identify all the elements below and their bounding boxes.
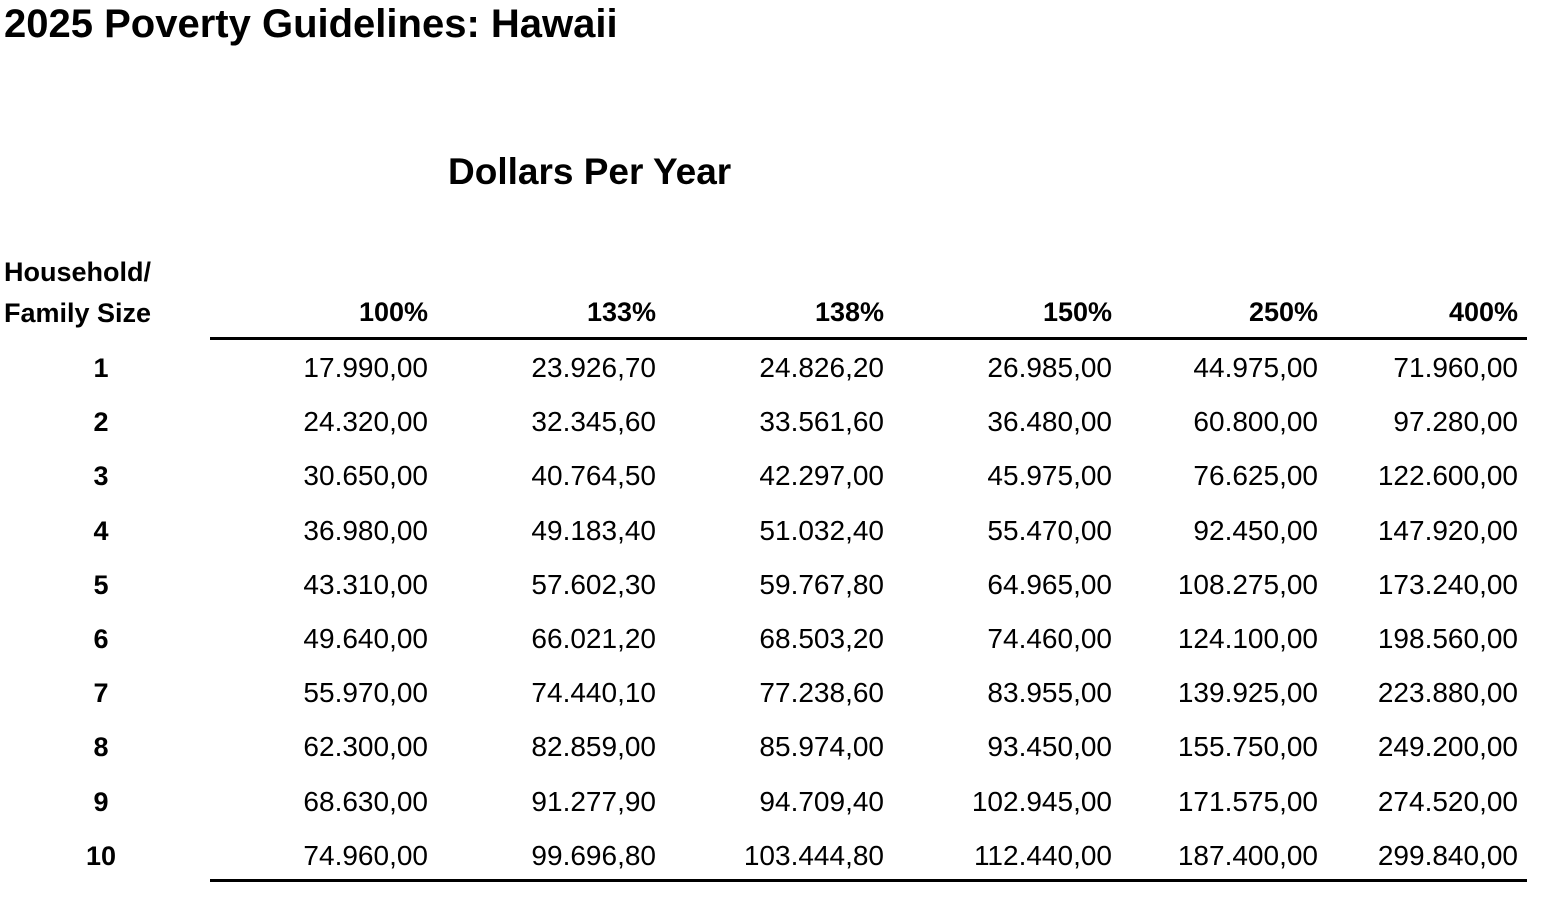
family-size-cell: 1 [93, 353, 109, 383]
column-header: 250% [1248, 297, 1318, 327]
value-cell: 55.470,00 [987, 514, 1112, 546]
value-cell: 23.926,70 [531, 352, 656, 383]
value-cell: 147.920,00 [1377, 514, 1518, 546]
value-cell: 103.444,80 [743, 839, 884, 871]
value-cell: 93.450,00 [987, 731, 1112, 763]
value-cell: 17.990,00 [303, 352, 428, 383]
value-cell: 36.980,00 [303, 514, 428, 546]
value-cell: 99.696,80 [531, 839, 656, 871]
value-cell: 139.925,00 [1177, 677, 1318, 709]
table-row [0, 612, 1566, 666]
table-row [0, 558, 1566, 612]
value-cell: 198.560,00 [1377, 623, 1518, 654]
value-cell: 43.310,00 [303, 568, 428, 600]
value-cell: 40.764,50 [531, 460, 656, 492]
value-cell: 49.183,40 [531, 514, 656, 546]
value-cell: 74.960,00 [303, 839, 428, 871]
family-size-cell: 4 [93, 515, 109, 546]
value-cell: 91.277,90 [531, 785, 656, 817]
value-cell: 249.200,00 [1377, 731, 1518, 763]
value-cell: 82.859,00 [531, 731, 656, 763]
value-cell: 83.955,00 [987, 677, 1112, 709]
value-cell: 62.300,00 [303, 731, 428, 763]
table-row [0, 341, 1566, 395]
row-header-label [4, 252, 204, 334]
family-size-cell: 2 [93, 407, 109, 438]
value-cell: 59.767,80 [759, 568, 884, 600]
value-cell: 24.320,00 [303, 406, 428, 438]
value-cell: 32.345,60 [531, 406, 656, 438]
column-header: 100% [358, 297, 428, 327]
header-rule [210, 337, 1527, 340]
value-cell: 30.650,00 [303, 460, 428, 492]
value-cell: 97.280,00 [1393, 406, 1518, 438]
column-header: 400% [1448, 297, 1518, 327]
value-cell: 173.240,00 [1377, 568, 1518, 600]
value-cell: 45.975,00 [987, 460, 1112, 492]
table-row [0, 449, 1566, 503]
value-cell: 68.503,20 [759, 623, 884, 654]
value-cell: 42.297,00 [759, 460, 884, 492]
value-cell: 36.480,00 [987, 406, 1112, 438]
value-cell: 223.880,00 [1377, 677, 1518, 709]
family-size-cell: 9 [93, 786, 109, 817]
column-header: 150% [1042, 297, 1112, 327]
family-size-cell: 8 [93, 732, 109, 763]
value-cell: 64.965,00 [987, 568, 1112, 600]
table-subtitle: Dollars Per Year [448, 151, 732, 192]
table-row [0, 395, 1566, 449]
column-header: 133% [586, 297, 656, 327]
value-cell: 102.945,00 [971, 785, 1112, 817]
value-cell: 112.440,00 [973, 839, 1112, 871]
value-cell: 24.826,20 [759, 352, 884, 383]
family-size-cell: 6 [93, 624, 109, 654]
page-title: 2025 Poverty Guidelines: Hawaii [4, 2, 618, 46]
value-cell: 51.032,40 [759, 514, 884, 546]
family-size-cell: 10 [85, 840, 117, 871]
family-size-cell: 5 [93, 569, 109, 600]
value-cell: 68.630,00 [303, 785, 428, 817]
value-cell: 49.640,00 [303, 623, 428, 654]
row-header-line-1: Household/ [4, 257, 151, 287]
table-row [0, 504, 1566, 558]
table-row [0, 720, 1566, 774]
value-cell: 274.520,00 [1377, 785, 1518, 817]
value-cell: 71.960,00 [1393, 352, 1518, 383]
value-cell: 155.750,00 [1177, 731, 1318, 763]
value-cell: 77.238,60 [759, 677, 884, 709]
value-cell: 122.600,00 [1377, 460, 1518, 492]
family-size-cell: 3 [93, 461, 109, 492]
value-cell: 92.450,00 [1193, 514, 1318, 546]
value-cell: 124.100,00 [1177, 623, 1318, 654]
value-cell: 299.840,00 [1377, 839, 1518, 871]
value-cell: 57.602,30 [531, 568, 656, 600]
value-cell: 187.400,00 [1177, 839, 1318, 871]
value-cell: 66.021,20 [531, 623, 656, 654]
column-header: 138% [814, 297, 884, 327]
table-row [0, 829, 1566, 883]
value-cell: 108.275,00 [1177, 568, 1318, 600]
table-row [0, 666, 1566, 720]
family-size-cell: 7 [93, 678, 109, 709]
row-header-line-2: Family Size [4, 298, 152, 328]
table-row [0, 775, 1566, 829]
value-cell: 171.575,00 [1177, 785, 1318, 817]
value-cell: 33.561,60 [759, 406, 884, 438]
value-cell: 26.985,00 [987, 352, 1112, 383]
value-cell: 74.440,10 [531, 677, 656, 709]
value-cell: 60.800,00 [1193, 406, 1318, 438]
value-cell: 55.970,00 [303, 677, 428, 709]
value-cell: 94.709,40 [759, 785, 884, 817]
value-cell: 76.625,00 [1193, 460, 1318, 492]
value-cell: 74.460,00 [987, 623, 1112, 654]
value-cell: 44.975,00 [1193, 352, 1318, 383]
value-cell: 85.974,00 [759, 731, 884, 763]
